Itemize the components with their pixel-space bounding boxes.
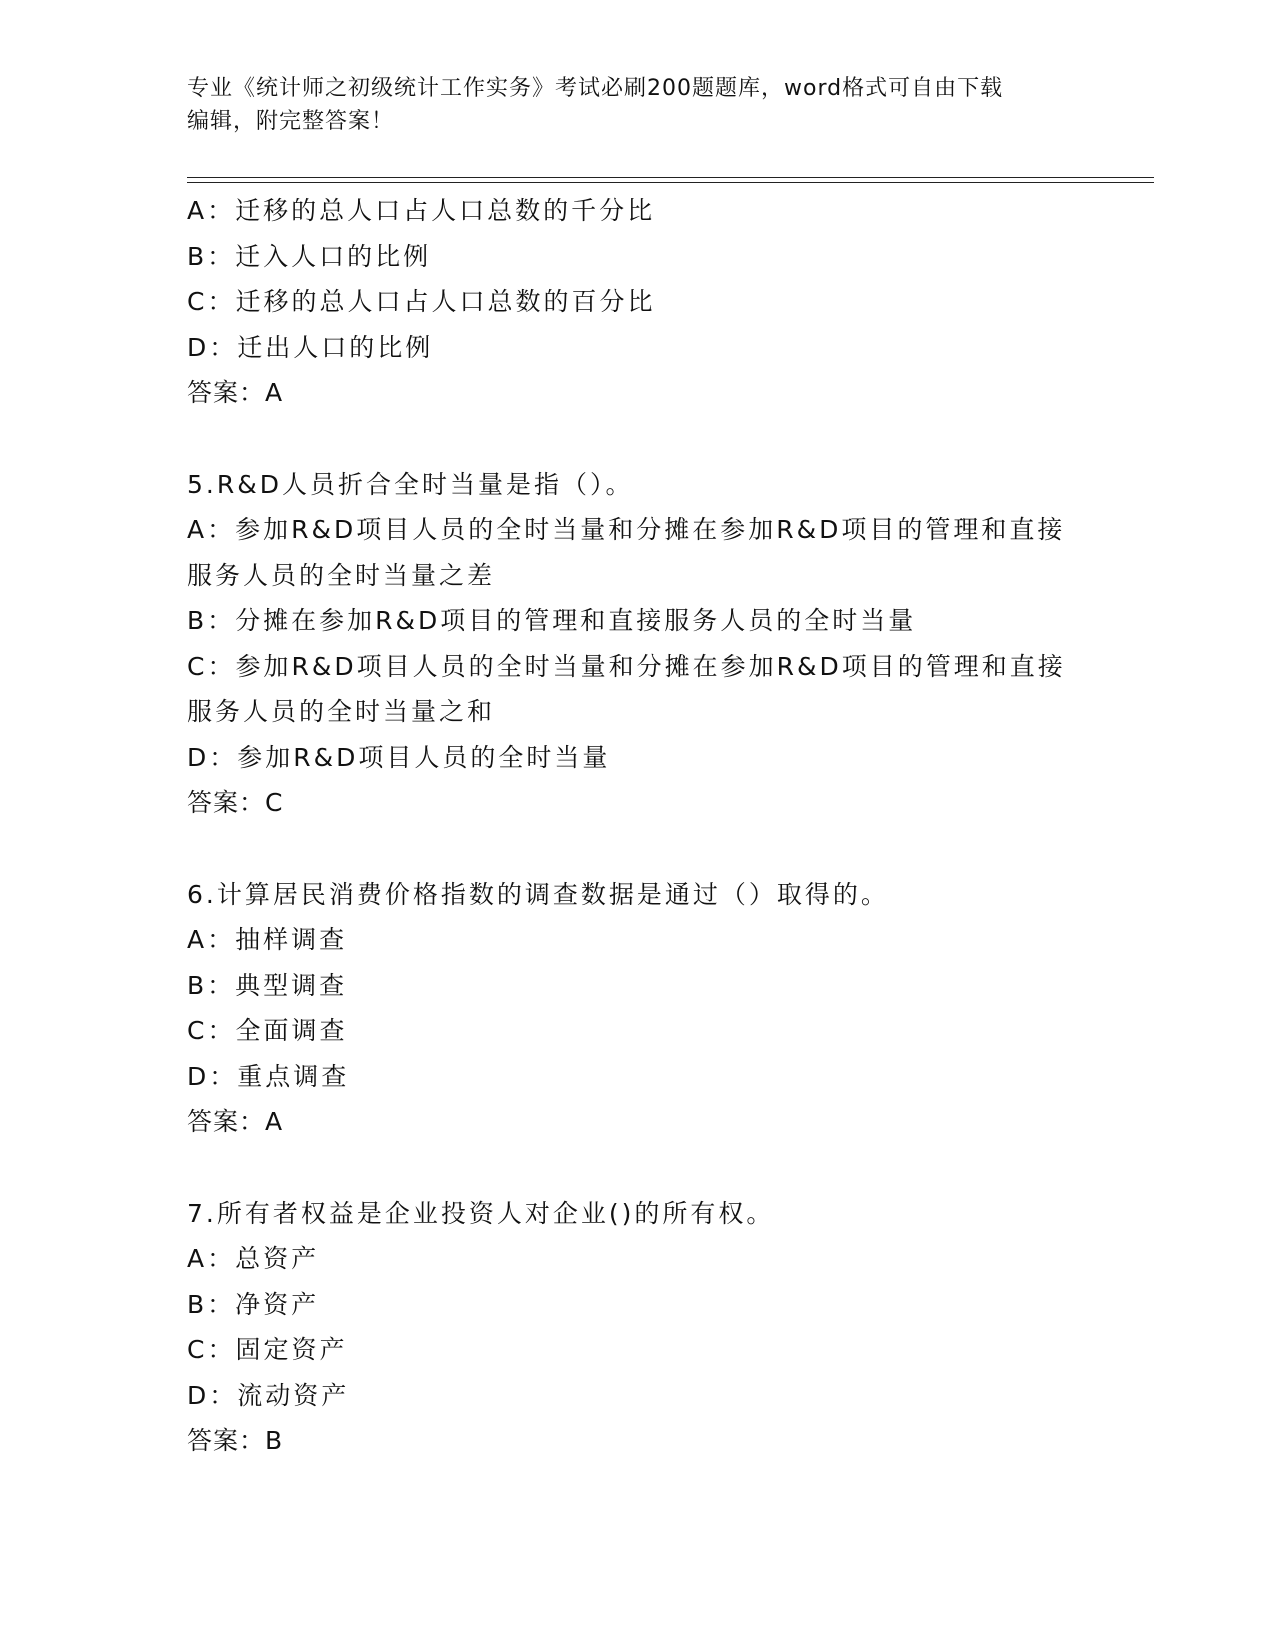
question-stem: 6.计算居民消费价格指数的调查数据是通过（）取得的。 (187, 879, 889, 909)
question-block (187, 188, 1087, 416)
option-b: B：分摊在参加R&D项目的管理和直接服务人员的全时当量 (187, 606, 917, 635)
option-a: A：抽样调查 (187, 925, 348, 954)
option-a: A：总资产 (187, 1244, 320, 1273)
option-b: B：典型调查 (187, 970, 348, 1000)
option-c: C：参加R&D项目人员的全时当量和分摊在参加R&D项目的管理和直接 (187, 651, 1066, 681)
question-block (187, 462, 1087, 826)
header-divider-bottom (187, 182, 1154, 183)
option-c-continued: 服务人员的全时当量之和 (187, 697, 496, 726)
option-a-continued: 服务人员的全时当量之差 (187, 560, 496, 590)
option-c: C：固定资产 (187, 1335, 348, 1364)
question-spacer (187, 826, 1087, 872)
answer-line: 答案：A (187, 1107, 284, 1136)
header-line-2: 编辑，附完整答案！ (187, 109, 395, 134)
option-a: A：参加R&D项目人员的全时当量和分摊在参加R&D项目的管理和直接 (187, 515, 1066, 544)
question-spacer (187, 1145, 1087, 1191)
header-divider-top (187, 177, 1154, 178)
question-stem: 7.所有者权益是企业投资人对企业()的所有权。 (187, 1198, 775, 1228)
document-header (187, 72, 1067, 138)
answer-line: 答案：A (187, 378, 284, 407)
option-d: D：迁出人口的比例 (187, 332, 434, 362)
question-list (187, 188, 1087, 1464)
option-d: D：流动资产 (187, 1380, 350, 1410)
question-spacer (187, 416, 1087, 462)
option-c: C：全面调查 (187, 1016, 348, 1045)
option-a: A：迁移的总人口占人口总数的千分比 (187, 196, 656, 225)
question-block (187, 1191, 1087, 1464)
option-d: D：参加R&D项目人员的全时当量 (187, 742, 611, 772)
option-b: B：净资产 (187, 1289, 320, 1319)
question-block (187, 872, 1087, 1145)
option-d: D：重点调查 (187, 1061, 350, 1091)
answer-line: 答案：C (187, 788, 284, 817)
question-stem: 5.R&D人员折合全时当量是指（）。 (187, 469, 634, 499)
option-c: C：迁移的总人口占人口总数的百分比 (187, 287, 656, 316)
answer-line: 答案：B (187, 1426, 284, 1455)
header-line-1: 专业《统计师之初级统计工作实务》考试必刷200题题库，word格式可自由下载 (187, 76, 1004, 101)
option-b: B：迁入人口的比例 (187, 241, 432, 271)
